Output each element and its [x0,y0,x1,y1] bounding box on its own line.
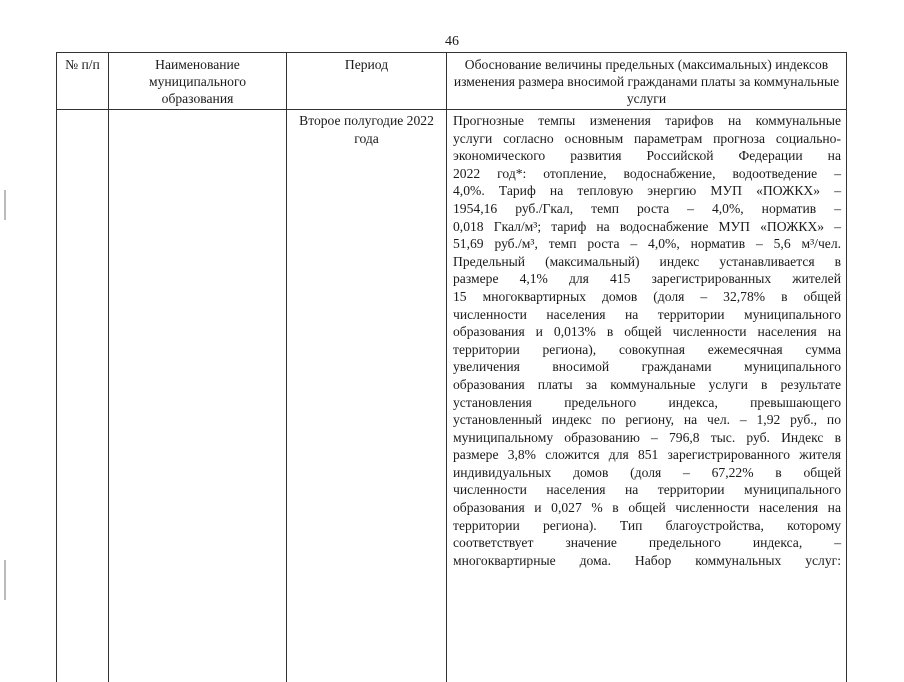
justification-line: индивидуальных домов (доля – 67,22% в общей [453,464,841,482]
justification-line: увеличения вносимой гражданами муниципального [453,358,841,376]
justification-line: муниципальному образованию – 796,8 тыс. руб. Индекс в [453,429,841,447]
header-justification: Обоснование величины предельных (максимальных) индексов изменения размера вносимой гражданами платы за коммунальные услуги [447,53,847,110]
justification-line: численности населения на территории муниципального [453,306,841,324]
cell-number [57,110,109,682]
cell-municipality [109,110,287,682]
justification-line: установленный индекс по региону, на чел. – 1,92 руб., по [453,411,841,429]
justification-line: 15 многоквартирных домов (доля – 32,78% в общей [453,288,841,306]
header-period: Период [287,53,447,110]
justification-line: Прогнозные темпы изменения тарифов на коммунальные [453,112,841,130]
justification-line: территории региона), совокупная ежемесячная сумма [453,341,841,359]
justification-line: образования платы за коммунальные услуги в результате [453,376,841,394]
justification-line: многоквартирные дома. Набор коммунальных услуг: [453,552,841,570]
justification-line: образования и 0,013% в общей численности населения на [453,323,841,341]
justification-line: численности населения на территории муниципального [453,481,841,499]
justification-line: экономического развития Российской Федерации на [453,147,841,165]
justification-line: 51,69 руб./м³, темп роста – 4,0%, норматив – 5,6 м³/чел. [453,235,841,253]
table-header-row [57,53,847,110]
scan-edge-mark [4,560,6,600]
cell-justification [447,110,847,682]
justification-line: услуги согласно основным параметрам прогноза социально- [453,130,841,148]
table-row [57,110,847,682]
justification-line: 2022 год*: отопление, водоснабжение, водоотведение – [453,165,841,183]
justification-line: территории региона). Тип благоустройства, которому [453,517,841,535]
justification-line: Предельный (максимальный) индекс устанавливается в [453,253,841,271]
justification-line: 4,0%. Тариф на тепловую энергию МУП «ПОЖКХ» – [453,182,841,200]
justification-line: 1954,16 руб./Гкал, темп роста – 4,0%, норматив – [453,200,841,218]
justification-line: образования и 0,027 % в общей численности населения на [453,499,841,517]
justification-line: размере 3,8% сложится для 851 зарегистрированного жителя [453,446,841,464]
header-number: № п/п [57,53,109,110]
justification-line: 0,018 Гкал/м³; тариф на водоснабжение МУП «ПОЖКХ» – [453,218,841,236]
header-municipality: Наименование муниципального образования [109,53,287,110]
index-justification-table [56,52,847,682]
justification-line: соответствует значение предельного индекса, – [453,534,841,552]
justification-line: установления предельного индекса, превышающего [453,394,841,412]
justification-line: размере 4,1% для 415 зарегистрированных жителей [453,270,841,288]
page-number: 46 [0,34,904,50]
scan-edge-mark [4,190,6,220]
cell-period: Второе полугодие 2022 года [287,110,447,682]
justification-text [453,112,841,569]
